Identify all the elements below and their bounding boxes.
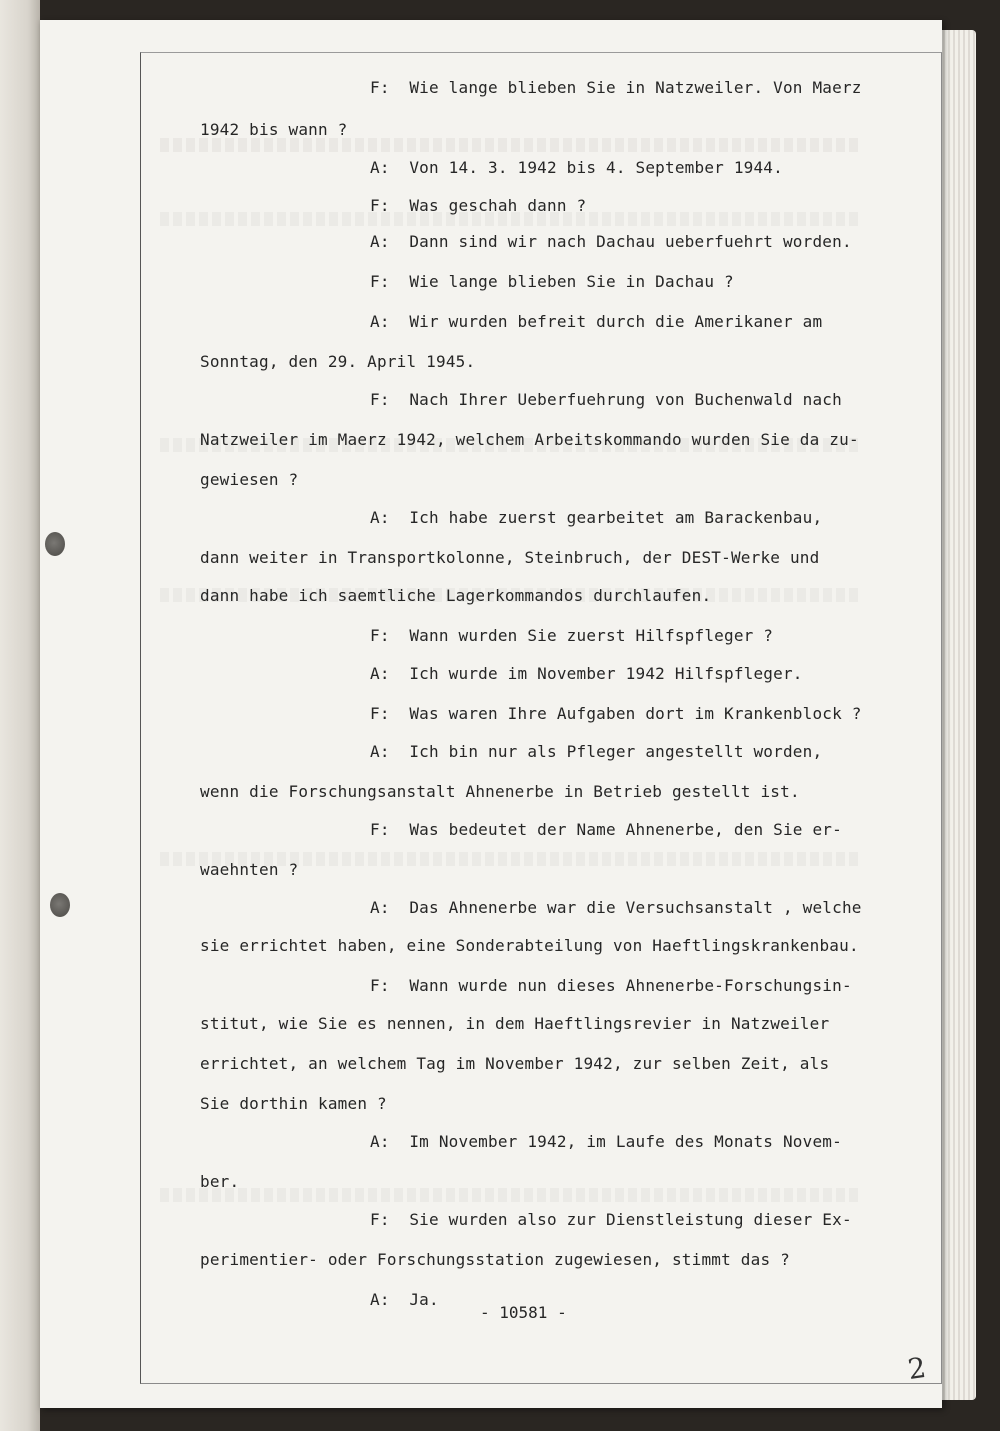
show-through-texture xyxy=(160,1188,860,1202)
transcript-line: A: Im November 1942, im Laufe des Monats Novem- xyxy=(370,1132,842,1151)
page-number: - 10581 - xyxy=(480,1303,567,1322)
left-facing-page-edge xyxy=(0,0,40,1431)
show-through-texture xyxy=(160,138,860,152)
transcript-line: F: Wie lange blieben Sie in Dachau ? xyxy=(370,272,734,291)
transcript-line: A: Ja. xyxy=(370,1290,439,1309)
transcript-line: A: Ich wurde im November 1942 Hilfspfleger. xyxy=(370,664,803,683)
transcript-line: ber. xyxy=(200,1172,240,1191)
transcript-line: A: Wir wurden befreit durch die Amerikaner am xyxy=(370,312,823,331)
transcript-line: dann habe ich saemtliche Lagerkommandos durchlaufen. xyxy=(200,586,712,605)
punch-hole xyxy=(45,532,65,556)
transcript-line: perimentier- oder Forschungsstation zugewiesen, stimmt das ? xyxy=(200,1250,790,1269)
transcript-line: A: Ich habe zuerst gearbeitet am Barackenbau, xyxy=(370,508,823,527)
transcript-line: F: Sie wurden also zur Dienstleistung dieser Ex- xyxy=(370,1210,852,1229)
punch-hole xyxy=(50,893,70,917)
transcript-line: waehnten ? xyxy=(200,860,299,879)
transcript-line: Sie dorthin kamen ? xyxy=(200,1094,387,1113)
page-stack-edge xyxy=(940,30,976,1400)
transcript-line: errichtet, an welchem Tag im November 1942, zur selben Zeit, als xyxy=(200,1054,830,1073)
transcript-line: A: Dann sind wir nach Dachau ueberfuehrt worden. xyxy=(370,232,852,251)
transcript-line: F: Wann wurde nun dieses Ahnenerbe-Forschungsin- xyxy=(370,976,852,995)
transcript-line: dann weiter in Transportkolonne, Steinbruch, der DEST-Werke und xyxy=(200,548,820,567)
transcript-line: F: Wann wurden Sie zuerst Hilfspfleger ? xyxy=(370,626,774,645)
transcript-line: F: Was bedeutet der Name Ahnenerbe, den Sie er- xyxy=(370,820,842,839)
transcript-line: 1942 bis wann ? xyxy=(200,120,348,139)
transcript-line: A: Ich bin nur als Pfleger angestellt worden, xyxy=(370,742,823,761)
transcript-line: wenn die Forschungsanstalt Ahnenerbe in Betrieb gestellt ist. xyxy=(200,782,800,801)
transcript-line: Natzweiler im Maerz 1942, welchem Arbeitskommando wurden Sie da zu- xyxy=(200,430,859,449)
transcript-line: A: Von 14. 3. 1942 bis 4. September 1944. xyxy=(370,158,783,177)
transcript-line: F: Was waren Ihre Aufgaben dort im Krankenblock ? xyxy=(370,704,862,723)
transcript-line: stitut, wie Sie es nennen, in dem Haeftlingsrevier in Natzweiler xyxy=(200,1014,830,1033)
transcript-line: sie errichtet haben, eine Sonderabteilung von Haeftlingskrankenbau. xyxy=(200,936,859,955)
transcript-line: F: Nach Ihrer Ueberfuehrung von Buchenwald nach xyxy=(370,390,842,409)
margin-mark: 2 xyxy=(905,1350,929,1387)
transcript-line: gewiesen ? xyxy=(200,470,299,489)
transcript-line: F: Was geschah dann ? xyxy=(370,196,587,215)
transcript-line: Sonntag, den 29. April 1945. xyxy=(200,352,476,371)
transcript-line: F: Wie lange blieben Sie in Natzweiler. Von Maerz xyxy=(370,78,862,97)
transcript-line: A: Das Ahnenerbe war die Versuchsanstalt , welche xyxy=(370,898,862,917)
